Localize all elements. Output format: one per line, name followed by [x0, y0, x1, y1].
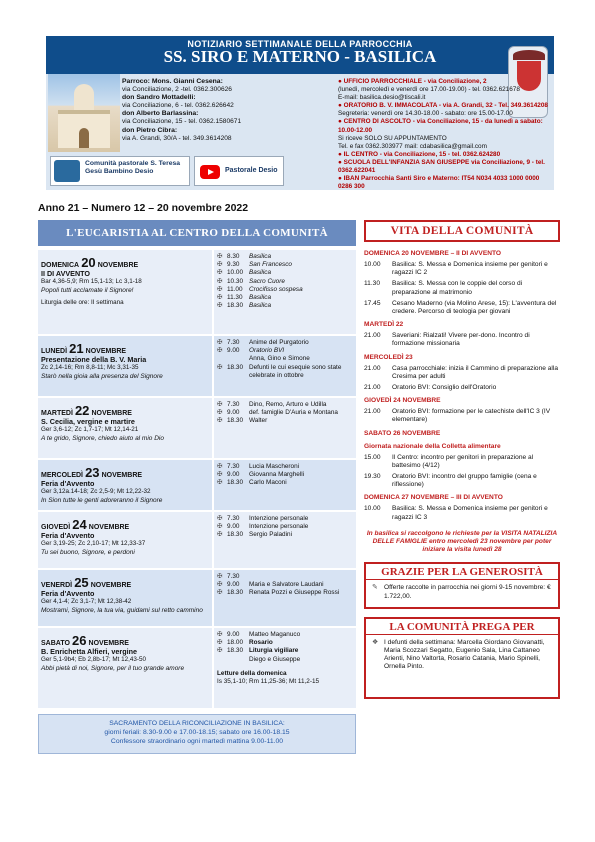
mass-intention: Maria e Salvatore Laudani	[249, 581, 324, 589]
clergy-name: don Alberto Barlassina:	[122, 110, 199, 118]
month: NOVEMBRE	[101, 472, 143, 479]
mass-intention: def. famiglie D'Auria e Montana	[249, 409, 338, 417]
readings: Ger 5,1-9b4; Eb 2,8b-17; Mt 12,43-50	[41, 656, 147, 664]
mass-time: 18.30	[227, 302, 243, 310]
mass-intention: Walter	[249, 417, 268, 425]
recon-extra: Confessore straordinario ogni martedì mattina 9.00-11.00	[110, 738, 284, 745]
cross-icon: ✠	[217, 647, 223, 655]
event-heading: GIOVEDÌ 24 NOVEMBRE	[364, 397, 441, 405]
cross-icon: ✠	[217, 339, 223, 346]
event-time: 21.00	[364, 364, 381, 372]
mass-line	[217, 286, 353, 294]
day-row	[38, 627, 356, 709]
church-photo	[48, 74, 120, 152]
community-link[interactable]	[50, 156, 190, 186]
mass-times	[213, 569, 356, 627]
mass-intention: Basilica	[249, 269, 272, 277]
readings: Ger 3,6-12; Zc 1,7-17; Mt 12,14-21	[41, 426, 139, 434]
mass-time: 7.30	[227, 401, 240, 408]
event-text: Oratorio BVI: formazione per le catechiste dell'IC 3 (IV elementare)	[392, 408, 551, 424]
event-time: 21.00	[364, 408, 381, 416]
feast-name: B. Enrichetta Alfieri, vergine	[41, 647, 137, 657]
mass-line	[217, 355, 353, 363]
event-text: Cesano Maderno (via Molino Arese, 15): L'avventura del credere. Percorso di teologia per giovani	[392, 299, 557, 316]
mass-schedule	[38, 220, 356, 824]
event-text: Basilica: S. Messa e Domenica insieme per genitori e ragazzi IC 3	[392, 505, 548, 521]
prayer-box	[364, 617, 560, 699]
mass-times	[213, 335, 356, 397]
info-line: ● IL CENTRO - via Conciliazione, 15 - tel. 0362.624280	[338, 150, 501, 158]
visit-note: In basilica si raccolgono le richieste per la VISITA NATALIZIA DELLE FAMIGLIE entro mercoledì 23 novembre per poter iniziare la visita lunedì 28	[366, 529, 558, 554]
info-line: ● SCUOLA DELL'INFANZIA SAN GIUSEPPE via Conciliazione, 9 - tel. 0362.622041	[338, 158, 545, 175]
mass-line	[217, 347, 353, 355]
day-number: 20	[81, 255, 96, 270]
mass-intention: Sacro Cuore	[249, 277, 285, 285]
cross-icon: ✠	[217, 363, 223, 371]
event-text: Il Centro: incontro per genitori in preparazione al battesimo (4/12)	[392, 453, 534, 469]
info-line: ● UFFICIO PARROCCHIALE - via Conciliazione, 2	[338, 78, 487, 85]
event-text: Oratorio BVI: incontro del gruppo famiglie (cena e riflessione)	[392, 473, 537, 489]
event-row	[364, 384, 560, 392]
cross-icon: ✠	[217, 294, 223, 302]
mass-line	[217, 581, 353, 589]
mass-time: 18.00	[227, 639, 243, 647]
cross-icon: ✠	[217, 589, 223, 597]
event-time: 21.00	[364, 384, 381, 392]
cross-icon: ✠	[217, 409, 223, 417]
cross-icon: ✠	[217, 573, 223, 580]
event-heading: DOMENICA 20 NOVEMBRE – II DI AVVENTO	[364, 250, 502, 257]
recon-hours: giorni feriali: 8.30-9.00 e 17.00-18.15; sabato ore 16.00-18.15	[104, 729, 290, 736]
readings: Bar 4,36-5,9; Rm 15,1-13; Lc 3,1-18	[41, 278, 142, 286]
mass-intention: Intenzione personale	[249, 515, 309, 522]
youtube-link[interactable]	[194, 156, 284, 186]
mass-line	[217, 647, 353, 655]
mass-time: 7.30	[227, 339, 240, 346]
day-cell	[38, 250, 213, 335]
masthead-body	[46, 72, 554, 190]
reconciliation-box	[38, 714, 356, 754]
feast-name: Feria d'Avvento	[41, 589, 95, 599]
mass-intention	[249, 573, 353, 581]
cross-icon: ✠	[217, 523, 223, 531]
mass-times	[213, 511, 356, 569]
info-line: (lunedì, mercoledì e venerdì ore 17.00-19.00) - tel. 0362.621678	[338, 86, 520, 94]
event-heading: DOMENICA 27 NOVEMBRE – III DI AVVENTO	[364, 494, 503, 502]
mass-time: 11.30	[227, 294, 243, 302]
masthead-title	[46, 36, 554, 64]
mass-intention: Matteo Maganuco	[249, 631, 301, 638]
event-time: 10.00	[364, 261, 381, 268]
mass-line	[217, 631, 353, 639]
day-row	[38, 397, 356, 459]
cross-icon: ✠	[217, 417, 223, 425]
event-heading: MARTEDÌ 22	[364, 321, 404, 329]
day-number: 21	[69, 341, 84, 356]
issue-line: Anno 21 – Numero 12 – 20 novembre 2022	[38, 202, 249, 214]
cross-icon: ✠	[217, 479, 223, 487]
mass-line	[217, 278, 353, 286]
mass-time: 9.00	[227, 631, 240, 638]
mass-line	[217, 573, 353, 581]
day-row	[38, 459, 356, 511]
event-time: 19.30	[364, 473, 381, 481]
mass-table	[38, 250, 356, 710]
mass-intention: San Francesco	[249, 261, 292, 269]
sunday-readings-title: Letture della domenica	[217, 669, 287, 677]
mass-line	[217, 589, 353, 597]
day-row	[38, 250, 356, 335]
event-time: 11.30	[364, 280, 381, 288]
pencil-icon: ✎	[372, 584, 378, 592]
weekday: LUNEDÌ	[41, 348, 68, 355]
antiphon: Tu sei buono, Signore, e perdoni	[41, 548, 135, 556]
event-row	[364, 300, 560, 316]
gratitude-box	[364, 562, 560, 608]
mass-time: 7.30	[227, 515, 240, 522]
month: NOVEMBRE	[90, 582, 132, 589]
cross-icon: ✠	[217, 347, 223, 355]
mass-time: 9.00	[227, 581, 240, 589]
mass-line	[217, 479, 353, 487]
cross-icon: ✠	[217, 253, 223, 260]
mass-time: 18.30	[227, 479, 243, 487]
cross-icon: ✠	[217, 269, 223, 277]
cross-icon: ✠	[217, 531, 223, 539]
cross-icon: ✠	[217, 285, 223, 293]
day-cell	[38, 511, 213, 569]
parish-name: SS. SIRO E MATERNO - BASILICA	[163, 47, 437, 66]
day-cell	[38, 569, 213, 627]
clergy-name: don Pietro Cibra:	[122, 126, 178, 134]
mass-line	[217, 463, 353, 471]
diamond-icon: ❖	[372, 638, 379, 646]
liturgy-note: Liturgia delle ore: II settimana	[41, 298, 124, 306]
mass-intention: Liturgia vigiliare	[249, 647, 299, 655]
readings: Ger 4,1-4; Zc 3,1-7; Mt 12,38-42	[41, 598, 132, 606]
recon-title: SACRAMENTO DELLA RICONCILIAZIONE IN BASILICA:	[109, 720, 285, 727]
feast-name: Presentazione della B. V. Maria	[41, 355, 147, 365]
mass-intention: Basilica	[249, 253, 272, 260]
cross-icon	[217, 656, 227, 664]
mass-intention: Rosario	[249, 639, 273, 647]
youtube-icon	[200, 165, 220, 179]
day-cell	[38, 459, 213, 511]
mass-intention: Defunti le cui esequie sono state celebrate in ottobre	[249, 363, 342, 379]
mass-banner: L'EUCARISTIA AL CENTRO DELLA COMUNITÀ	[38, 220, 356, 246]
mass-time	[227, 656, 249, 664]
feast-name: II DI AVVENTO	[41, 269, 90, 279]
mass-intention: Renata Pozzi e Giuseppe Rossi	[249, 589, 340, 597]
day-row	[38, 511, 356, 569]
month: NOVEMBRE	[88, 524, 130, 531]
antiphon: In Sion tutte le genti adoreranno il Signore	[41, 496, 163, 504]
mass-line	[217, 302, 353, 310]
mass-time: 9.00	[227, 523, 240, 531]
community-title: VITA DELLA COMUNITÀ	[364, 220, 560, 242]
mass-line	[217, 471, 353, 479]
event-subheading: Giornata nazionale della Colletta alimentare	[364, 442, 501, 450]
mass-time: 9.00	[227, 471, 240, 479]
mass-intention: Intenzione personale	[249, 523, 309, 531]
day-row	[38, 335, 356, 397]
feast-name: S. Cecilia, vergine e martire	[41, 417, 135, 427]
event-row	[364, 365, 560, 381]
info-line: Tel. e fax 0362.303977 mail: cdabasilica@gmail.com	[338, 142, 487, 150]
event-row	[364, 261, 560, 277]
clergy-list	[122, 78, 332, 143]
weekday: SABATO	[41, 640, 70, 647]
mass-time: 18.30	[227, 531, 243, 539]
mass-intention: Diego e Giuseppe	[249, 655, 301, 663]
cross-icon: ✠	[217, 277, 223, 285]
mass-line	[217, 523, 353, 531]
community-logo-icon	[54, 160, 80, 182]
month: NOVEMBRE	[91, 410, 132, 417]
antiphon: Popoli tutti acclamate il Signore!	[41, 286, 134, 294]
mass-intention: Basilica	[249, 294, 272, 302]
masthead	[46, 36, 554, 190]
event-row	[364, 408, 560, 424]
month: NOVEMBRE	[97, 262, 139, 269]
mass-intention: Carlo Maconi	[249, 479, 287, 487]
sunday-readings: Is 35,1-10; Rm 11,25-36; Mt 11,2-15	[217, 678, 320, 686]
mass-line	[217, 261, 353, 269]
weekday: MERCOLEDÌ	[41, 472, 83, 479]
mass-time: 18.30	[227, 647, 243, 655]
mass-time: 7.30	[227, 573, 240, 580]
clergy-contact: via Conciliazione, 2 -tel. 0362.300626	[122, 86, 232, 94]
day-number: 23	[85, 465, 100, 480]
clergy-contact: via A. Grandi, 30/A - tel. 349.3614208	[122, 134, 232, 142]
readings: Zc 2,14-16; Rm 8,8-11; Mc 3,31-35	[41, 364, 139, 372]
day-cell	[38, 397, 213, 459]
gratitude-text: Offerte raccolte in parrocchia nei giorni 9-15 novembre: € 1.722,00.	[384, 584, 551, 600]
cross-icon: ✠	[217, 302, 223, 310]
cross-icon: ✠	[217, 581, 223, 589]
event-row	[364, 454, 560, 470]
event-text: Basilica: S. Messa con le coppie del corso di preparazione al matrimonio	[392, 280, 523, 296]
mass-intention: Anime del Purgatorio	[249, 339, 309, 346]
prayer-title: LA COMUNITÀ PREGA PER	[366, 619, 558, 635]
day-number: 24	[72, 517, 87, 532]
event-time: 21.00	[364, 332, 381, 340]
mass-time: 8.30	[227, 253, 240, 260]
event-row	[364, 473, 560, 489]
mass-intention: Lucia Mascheroni	[249, 463, 300, 470]
readings: Ger 3,19-25; Zc 2,10-17; Mt 12,33-37	[41, 540, 146, 548]
weekday: DOMENICA	[41, 262, 80, 269]
event-row	[364, 332, 560, 348]
cross-icon: ✠	[217, 261, 223, 269]
mass-line	[217, 294, 353, 302]
mass-line	[217, 656, 353, 664]
weekday: VENERDÌ	[41, 582, 73, 589]
day-number: 25	[74, 575, 89, 590]
event-heading: SABATO 26 NOVEMBRE	[364, 429, 441, 437]
day-cell	[38, 627, 213, 709]
community-label: Comunità pastorale S. Teresa Gesù Bambino Desio	[85, 160, 181, 175]
mass-intention: Anna, Gino e Simone	[249, 355, 310, 363]
event-text: Casa parrocchiale: inizia il Cammino di preparazione alla Cresima per adulti	[392, 364, 559, 380]
mass-line	[217, 269, 353, 277]
mass-line	[217, 515, 353, 523]
mass-time: 10.30	[227, 277, 243, 285]
event-time: 17.45	[364, 299, 381, 307]
weekday: GIOVEDÌ	[41, 524, 71, 531]
gratitude-title: GRAZIE PER LA GENEROSITÀ	[366, 564, 558, 580]
info-line: Si riceve SOLO SU APPUNTAMENTO	[338, 134, 447, 142]
cross-icon	[217, 355, 227, 363]
info-line: Segreteria: venerdì ore 14.30-18.00 - sabato: ore 15.00-17.00	[338, 110, 513, 118]
mass-line	[217, 639, 353, 647]
mass-time: 10.00	[227, 269, 243, 277]
event-text: Basilica: S. Messa e Domenica insieme per genitori e ragazzi IC 2	[392, 261, 548, 277]
day-cell	[38, 335, 213, 397]
feast-name: Feria d'Avvento	[41, 531, 95, 541]
cross-icon: ✠	[217, 515, 223, 522]
clergy-contact: via Conciliazione, 6 - tel. 0362.626642	[122, 102, 234, 110]
day-number: 26	[71, 633, 87, 648]
antiphon: A te grido, Signore, chiedo aiuto al mio Dio	[41, 434, 164, 442]
mass-time: 9.00	[227, 347, 240, 355]
mass-intention: Crocifisso sospesa	[249, 285, 303, 293]
mass-line	[217, 364, 353, 380]
mass-time	[227, 355, 249, 363]
mass-line	[217, 253, 353, 261]
clergy-name: don Sandro Mottadelli:	[122, 94, 196, 102]
mass-time: 18.30	[227, 589, 243, 597]
mass-line	[217, 409, 353, 417]
mass-intention: Giovanna Marghelli	[249, 471, 305, 479]
youtube-label: Pastorale Desio	[225, 167, 278, 174]
mass-times	[213, 627, 356, 709]
clergy-name: Parroco: Mons. Gianni Cesena:	[122, 78, 223, 85]
month: NOVEMBRE	[88, 640, 129, 647]
mass-time: 9.00	[227, 409, 240, 417]
event-row	[364, 505, 560, 521]
antiphon: Mostrami, Signore, la tua via, guidami sul retto cammino	[41, 606, 203, 614]
mass-time: 18.30	[227, 363, 243, 371]
event-text: Oratorio BVI: Consiglio dell'Oratorio	[392, 384, 497, 392]
day-row	[38, 569, 356, 627]
cross-icon: ✠	[217, 471, 223, 479]
contact-info	[338, 78, 550, 191]
event-time: 10.00	[364, 505, 381, 513]
mass-line	[217, 531, 353, 539]
mass-intention: Basilica	[249, 302, 272, 310]
event-text: Saveriani: Rialzati! Vivere per-dono. Incontro di formazione missionaria	[392, 332, 530, 348]
cross-icon: ✠	[217, 463, 223, 470]
info-line: ● CENTRO DI ASCOLTO - via Conciliazione, 15 - da lunedì a sabato: 10.00-12.00	[338, 118, 543, 134]
event-heading: MERCOLEDÌ 23	[364, 353, 413, 361]
info-line: E-mail: basilica.desio@tiscali.it	[338, 94, 426, 102]
mass-intention: Oratorio BVI	[249, 347, 285, 355]
events-list	[364, 250, 560, 522]
day-number: 22	[74, 403, 90, 418]
month: NOVEMBRE	[85, 348, 127, 355]
event-row	[364, 280, 560, 296]
community-life	[364, 220, 560, 699]
cross-icon: ✠	[217, 631, 223, 638]
mass-time: 9.30	[227, 261, 240, 269]
cross-icon: ✠	[217, 639, 223, 647]
event-time: 15.00	[364, 453, 381, 461]
mass-line	[217, 339, 353, 347]
weekday: MARTEDÌ	[41, 410, 73, 417]
antiphon: Abbi pietà di noi, Signore, per il tuo grande amore	[41, 664, 185, 672]
mass-line	[217, 401, 353, 409]
mass-intention: Sergio Paladini	[249, 531, 292, 539]
newsletter-label: NOTIZIARIO SETTIMANALE DELLA PARROCCHIA	[187, 39, 413, 49]
mass-intention: Dino, Remo, Arturo e Udilla	[249, 401, 327, 408]
feast-name: Feria d'Avvento	[41, 479, 95, 489]
mass-time: 7.30	[227, 463, 240, 470]
cross-icon: ✠	[217, 401, 223, 408]
mass-time: 18.30	[227, 417, 243, 425]
mass-times	[213, 397, 356, 459]
mass-line	[217, 417, 353, 425]
antiphon: Starò nella gioia alla presenza del Signore	[41, 372, 163, 380]
info-line: ● ORATORIO B. V. IMMACOLATA - via A. Grandi, 32 - Tel. 349.3614208	[338, 102, 548, 110]
prayer-text: I defunti della settimana: Marcella Giordano Giovanatti, Maria Scozzari Segatto, Eugenio Sala, Lina Cattaneo Arienti, Nino Valtorta, Rosario Catania, Mario Spinelli, Ornella Pinto.	[384, 638, 545, 671]
mass-times	[213, 250, 356, 335]
readings: Ger 3,12a.14-18; Zc 2,5-9; Mt 12,22-32	[41, 488, 151, 496]
mass-times	[213, 459, 356, 511]
info-line: ● IBAN Parrocchia Santi Siro e Materno: IT54 N034 4033 1000 0000 0286 300	[338, 175, 540, 191]
mass-time: 11.00	[227, 285, 243, 293]
clergy-contact: via Conciliazione, 15 - tel. 0362.1580671	[122, 118, 242, 126]
